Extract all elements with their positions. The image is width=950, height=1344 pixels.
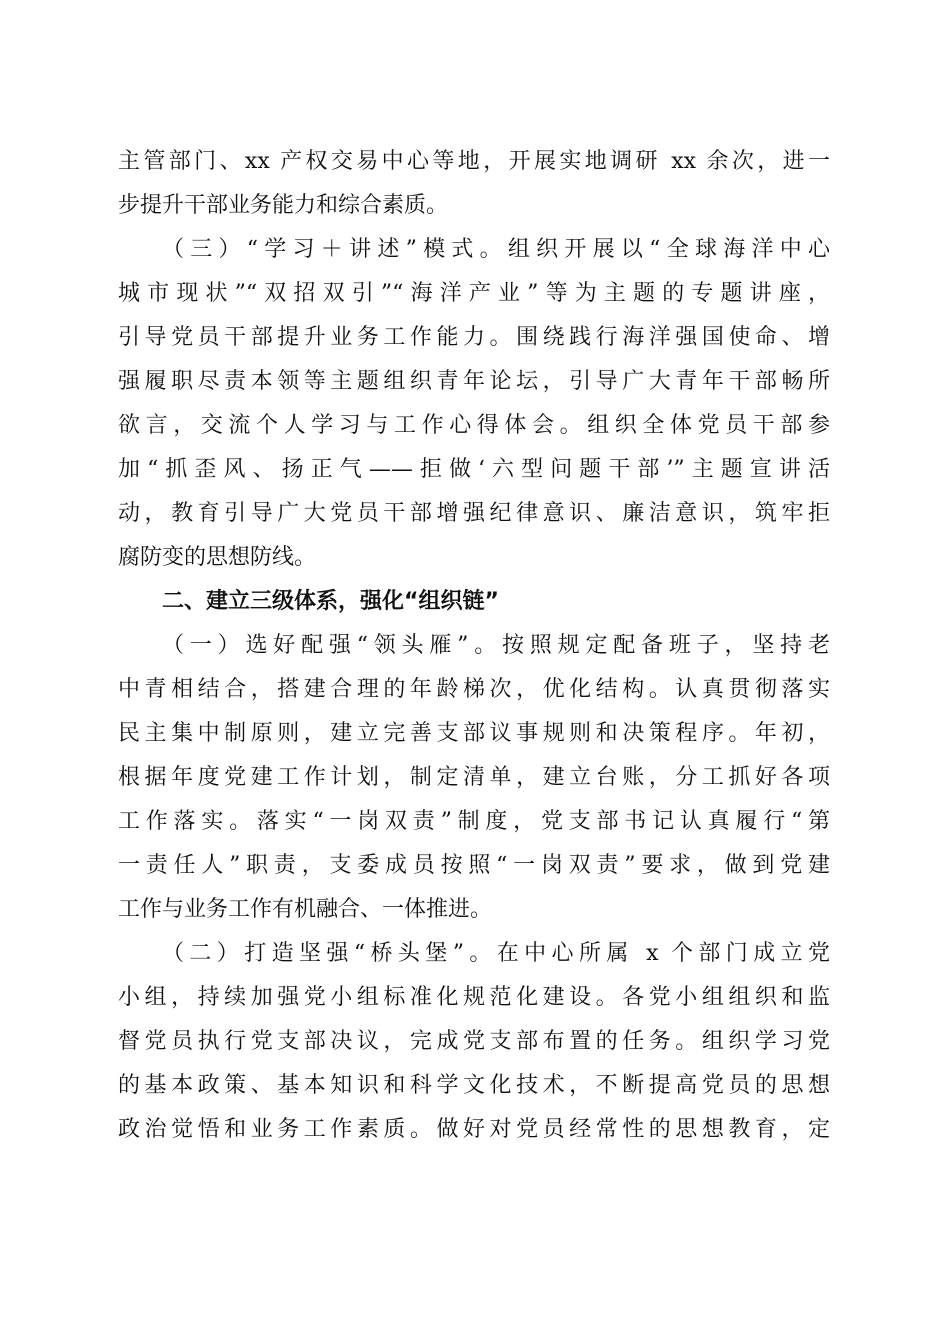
paragraph-line: 政治觉悟和业务工作素质。做好对党员经常性的思想教育，定: [118, 1117, 830, 1142]
paragraph-line: 动，教育引导广大党员干部增强纪律意识、廉洁意识，筑牢拒: [118, 501, 830, 526]
paragraph-line: 小组，持续加强党小组标准化规范化建设。各党小组组织和监: [118, 985, 830, 1010]
paragraph-line: 主管部门、xx 产权交易中心等地，开展实地调研 xx 余次，进一: [118, 149, 830, 174]
section-heading: 二、建立三级体系，强化“组织链”: [162, 589, 499, 614]
paragraph-line: 加“抓歪风、扬正气——拒做‘六型问题干部’”主题宣讲活: [118, 457, 830, 482]
paragraph-line: 中青相结合，搭建合理的年龄梯次，优化结构。认真贯彻落实: [118, 677, 830, 702]
paragraph-line: 引导党员干部提升业务工作能力。围绕践行海洋强国使命、增: [118, 325, 830, 350]
paragraph-line: 城市现状”“双招双引”“海洋产业”等为主题的专题讲座，: [118, 281, 830, 306]
paragraph-line: 民主集中制原则，建立完善支部议事规则和决策程序。年初，: [118, 721, 830, 746]
paragraph-line: （二）打造坚强“桥头堡”。在中心所属 x 个部门成立党: [162, 941, 830, 966]
paragraph-line: 步提升干部业务能力和综合素质。: [118, 193, 449, 218]
paragraph-line: 根据年度党建工作计划，制定清单，建立台账，分工抓好各项: [118, 765, 830, 790]
paragraph-line: 欲言，交流个人学习与工作心得体会。组织全体党员干部参: [118, 413, 830, 438]
paragraph-line: 一责任人”职责，支委成员按照“一岗双责”要求，做到党建: [118, 853, 830, 878]
paragraph-line: 督党员执行党支部决议，完成党支部布置的任务。组织学习党: [118, 1029, 830, 1054]
paragraph-line: 工作与业务工作有机融合、一体推进。: [118, 897, 493, 922]
paragraph-line: 强履职尽责本领等主题组织青年论坛，引导广大青年干部畅所: [118, 369, 830, 394]
paragraph-line: 腐防变的思想防线。: [118, 545, 317, 570]
paragraph-line: （三）“学习＋讲述”模式。组织开展以“全球海洋中心: [162, 237, 830, 262]
paragraph-line: 工作落实。落实“一岗双责”制度，党支部书记认真履行“第: [118, 809, 830, 834]
paragraph-line: （一）选好配强“领头雁”。按照规定配备班子，坚持老: [162, 633, 830, 658]
document-page: [118, 140, 830, 1152]
paragraph-line: 的基本政策、基本知识和科学文化技术，不断提高党员的思想: [118, 1073, 830, 1098]
